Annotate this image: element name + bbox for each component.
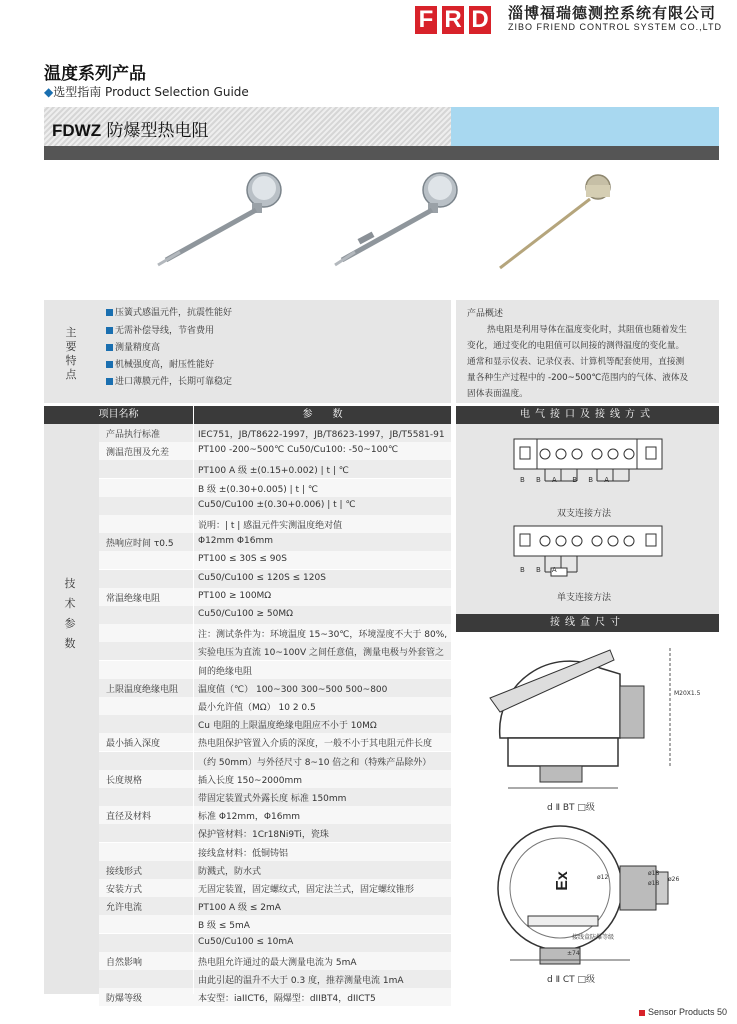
row-param-value: PT100 ≤ 30S ≤ 90S — [198, 554, 287, 565]
subtitle-text: 选型指南 Product Selection Guide — [53, 85, 249, 99]
column-header-param: 参 数 — [194, 406, 451, 424]
product-bar-accent-shadow — [451, 146, 719, 160]
product-bar-shadow — [44, 146, 451, 160]
table-row — [99, 915, 451, 933]
row-param-value: 最小允许值（MΩ） 10 2 0.5 — [198, 703, 316, 713]
row-item-name: 允许电流 — [106, 903, 143, 914]
bullet-icon — [106, 361, 113, 368]
row-item-name: 常温绝缘电阻 — [106, 593, 161, 604]
row-item-name: 产品执行标准 — [106, 430, 161, 440]
row-param-value: Cu50/Cu100 ≤ 10mA — [198, 936, 294, 947]
diamond-icon: ◆ — [44, 85, 54, 99]
row-param-value: Cu50/Cu100 ≥ 50MΩ — [198, 609, 293, 619]
page-footer — [639, 1007, 727, 1017]
row-param-value: Φ12mm Φ16mm — [198, 536, 274, 547]
double-wiring-caption: 双支连接方法 — [557, 509, 612, 519]
row-param-value: 热电阻保护管置入介质的深度，一般不小于其电阻元件长度 — [198, 739, 433, 750]
row-item-name: 防爆等级 — [106, 994, 143, 1005]
box-dim-74: ±74 — [567, 950, 580, 957]
row-param-value: （约 50mm）与外径尺寸 8~10 倍之和（特殊产品除外） — [198, 757, 432, 768]
row-item-name: 热响应时间 τ0.5 — [106, 539, 174, 550]
row-param-value: 注：测试条件为：环境温度 15~30℃，环境湿度不大于 80%, — [198, 630, 448, 641]
ex-mark: Ex — [553, 871, 571, 891]
footer-square-icon — [639, 1010, 645, 1016]
column-divider — [193, 424, 194, 994]
row-param-value: 实验电压为直流 10~100V 之间任意值，测量电极与外套管之 — [198, 648, 445, 659]
overview-line: 热电阻是利用导体在温度变化时，其阻值也随着发生 — [487, 325, 687, 335]
row-param-value: PT100 ≥ 100MΩ — [198, 590, 272, 601]
box-drawing-bt — [470, 638, 700, 798]
row-item-name: 最小插入深度 — [106, 739, 161, 750]
bullet-icon — [106, 378, 113, 385]
table-row — [99, 861, 451, 879]
row-param-value: Cu50/Cu100 ≤ 120S ≤ 120S — [198, 572, 326, 583]
box-dim-18a: ø18 — [648, 870, 660, 877]
logo-letter-f: F — [415, 6, 437, 34]
overview-line: 通常和显示仪表、记录仪表、计算机等配套使用，直接测 — [467, 357, 685, 367]
row-param-value: 本安型：iaIICT6，隔爆型：dIIBT4，dIICT5 — [198, 994, 376, 1005]
row-param-value: 保护管材料：1Cr18Ni9Ti，瓷珠 — [198, 830, 329, 841]
row-param-value: Cu50/Cu100 ±(0.30+0.006) | t | ℃ — [198, 499, 356, 510]
box-plate-label: 接线盒防爆等级 — [572, 934, 615, 941]
table-row — [99, 661, 451, 679]
box-drawing-ct — [490, 820, 710, 970]
section-subtitle — [44, 83, 249, 100]
double-terminal-labels: B B A B B A — [520, 476, 609, 484]
row-param-value: Cu 电阻的上限温度绝缘电阻应不小于 10MΩ — [198, 721, 377, 732]
box-header: 接线盒尺寸 — [456, 614, 719, 632]
logo-letter-d: D — [469, 6, 491, 34]
box-caption-bt: d Ⅱ BT □级 — [547, 803, 595, 813]
row-param-value: 标准 Φ12mm，Φ16mm — [198, 812, 301, 823]
product-name: 防爆型热电阻 — [106, 121, 209, 141]
spec-side-label: 技术参数 — [64, 577, 76, 650]
feature-item: 机械强度高，耐压性能好 — [106, 357, 214, 370]
row-item-name: 自然影响 — [106, 957, 143, 968]
product-photo-2 — [335, 173, 457, 265]
row-param-value: 防溅式，防水式 — [198, 866, 262, 877]
features-label: 主要特点 — [65, 326, 77, 381]
box-dim-18b: ø18 — [648, 880, 660, 887]
box-dim-26: ø26 — [668, 876, 680, 883]
row-param-value: 间的绝缘电阻 — [198, 666, 253, 677]
row-param-value: PT100 -200~500℃ Cu50/Cu100: -50~100℃ — [198, 445, 399, 456]
row-param-value: 温度值（℃） 100~300 300~500 500~800 — [198, 684, 388, 695]
logo-letter-r: R — [442, 6, 464, 34]
bullet-icon — [106, 344, 113, 351]
overview-line: 量各种生产过程中的 -200~500℃范围内的气体、液体及 — [467, 373, 689, 383]
product-photo-1 — [158, 173, 281, 265]
company-name-cn: 淄博福瑞德测控系统有限公司 — [508, 4, 717, 22]
row-item-name: 测温范围及允差 — [106, 448, 170, 459]
box-dim-12: ø12 — [597, 874, 609, 881]
row-param-value: PT100 A 级 ±(0.15+0.002) | t | ℃ — [198, 466, 349, 477]
feature-item: 压簧式感温元件，抗震性能好 — [106, 305, 232, 318]
product-bar-accent — [451, 107, 719, 146]
row-item-name: 接线形式 — [106, 866, 143, 877]
bullet-icon — [106, 327, 113, 334]
product-photo-3 — [500, 175, 610, 268]
row-param-value: 说明：| t | 感温元件实测温度绝对值 — [198, 521, 343, 531]
row-param-value: 无固定装置，固定螺纹式，固定法兰式，固定螺纹锥形 — [198, 885, 415, 895]
feature-item: 测量精度高 — [106, 340, 160, 353]
single-terminal-labels: B B A — [520, 566, 557, 574]
footer-text: Sensor Products 50 — [647, 1007, 727, 1017]
row-item-name: 长度规格 — [106, 775, 143, 786]
row-param-value: PT100 A 级 ≤ 2mA — [198, 903, 281, 914]
row-item-name: 直径及材料 — [106, 812, 152, 823]
row-param-value: 带固定装置式外露长度 标准 150mm — [198, 794, 347, 804]
feature-item: 进口薄膜元件，长期可靠稳定 — [106, 374, 232, 387]
product-photos — [140, 165, 660, 275]
overview-title: 产品概述 — [467, 309, 504, 319]
row-item-name: 安装方式 — [106, 885, 143, 895]
row-param-value: B 级 ±(0.30+0.005) | t | ℃ — [198, 484, 318, 495]
company-name-en: ZIBO FRIEND CONTROL SYSTEM CO.,LTD — [508, 22, 723, 32]
single-wiring-caption: 单支连接方法 — [557, 593, 612, 603]
product-model: FDWZ — [52, 121, 102, 140]
row-param-value: 由此引起的温升不大于 0.3 度，推荐测量电流 1mA — [198, 976, 404, 986]
bullet-icon — [106, 309, 113, 316]
row-param-value: B 级 ≤ 5mA — [198, 921, 250, 932]
feature-item: 无需补偿导线，节省费用 — [106, 323, 214, 336]
spec-side — [44, 424, 99, 994]
box-caption-ct: d Ⅱ CT □级 — [547, 975, 596, 985]
row-param-value: 接线盒材料：低铜铸铝 — [198, 848, 289, 859]
column-header-item: 项目名称 — [44, 406, 193, 424]
row-param-value: 插入长度 150~2000mm — [198, 775, 303, 786]
row-item-name: 上限温度绝缘电阻 — [106, 684, 179, 695]
row-param-value: IEC751，JB/T8622-1997，JB/T8623-1997，JB/T5581-91 — [198, 430, 445, 440]
overview-line: 变化，通过变化的电阻值可以间接的测得温度的变化量。 — [467, 341, 685, 351]
box-dim-m20: M20X1.5 — [674, 690, 701, 697]
section-title: 温度系列产品 — [44, 64, 146, 84]
wiring-header: 电气接口及接线方式 — [456, 406, 719, 424]
overview-line: 固体表面温度。 — [467, 389, 528, 399]
row-param-value: 热电阻允许通过的最大测量电流为 5mA — [198, 957, 357, 968]
product-title — [52, 116, 209, 141]
